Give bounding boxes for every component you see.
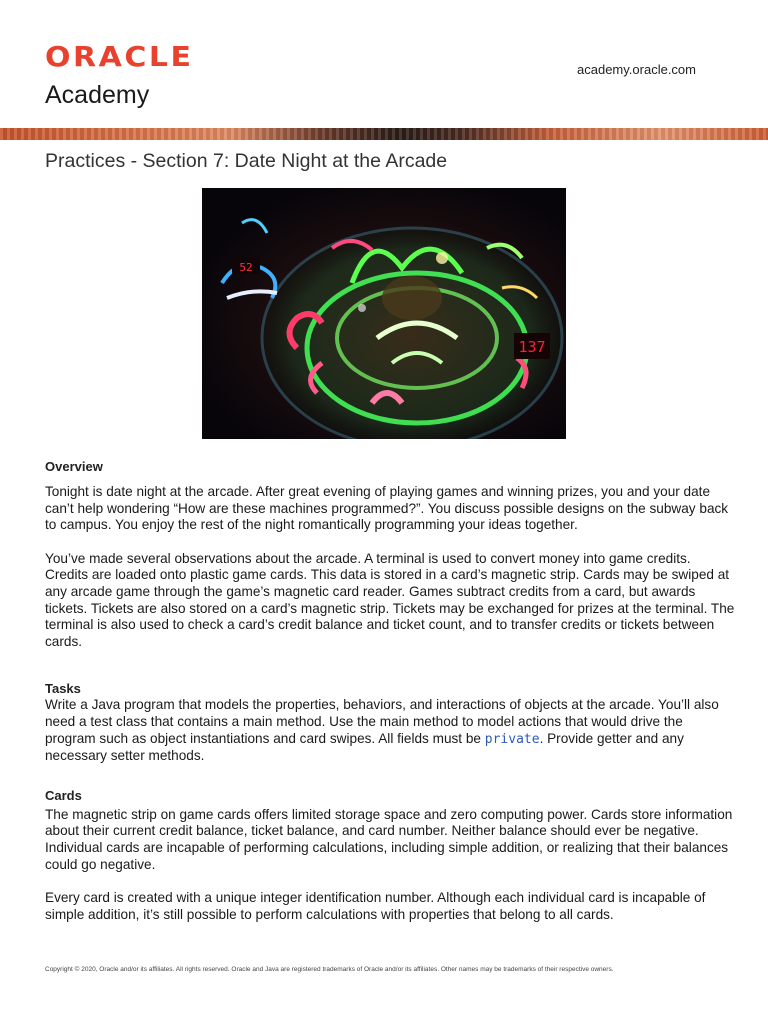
overview-section (45, 458, 735, 650)
overview-heading: Overview (45, 459, 103, 474)
tasks-text-start: Write a Java program that models the properties, behaviors, and interactions of objects at the arcade. You’ll also need a test class that contains a main method. Use the main method to model actions that would drive the program such as object instantiations and card swipes. All fields must be (45, 697, 719, 746)
site-url: academy.oracle.com (577, 62, 696, 77)
arcade-photo (202, 188, 566, 439)
page-title: Practices - Section 7: Date Night at the Arcade (45, 150, 448, 172)
cards-section (45, 787, 735, 924)
arcade-display-left: 52 (239, 261, 253, 274)
overview-paragraph-1: Tonight is date night at the arcade. After great evening of playing games and winning prizes, you and your date can’t help wondering “How are these machines programmed?”. You discuss possible designs on the subway back to campus. You enjoy the rest of the night romantically programming your ideas together. (45, 484, 729, 533)
oracle-academy-logo (45, 41, 194, 109)
tasks-paragraph (45, 697, 735, 764)
overview-paragraph-2: You’ve made several observations about the arcade. A terminal is used to convert money into game credits. Credits are loaded onto plastic game cards. This data is stored in a card’s magnetic strip. Cards may be swiped at any arcade game through the game’s magnetic card reader. Games subtract credits from a card, but awards tickets. Tickets are also stored on a card’s magnetic strip. Tickets may be exchanged for prizes at the terminal. The terminal is also used to check a card’s credit balance and ticket count, and to transfer credits or tickets between cards. (45, 550, 735, 649)
arcade-display-right: 137 (518, 338, 546, 356)
tasks-text-end: . Provide getter and any necessary setter methods. (45, 730, 684, 764)
cards-heading: Cards (45, 787, 82, 803)
cards-paragraph-1: The magnetic strip on game cards offers limited storage space and zero computing power. Cards store information about their current credit balance, ticket balance, and card number. Neither balance should ever be negative. Individual cards are incapable of performing calculations, including simple addition, or realizing that their balances could go negative. (45, 806, 733, 872)
private-keyword: private (484, 731, 540, 747)
decorative-banner-strip (0, 128, 768, 140)
document-body (45, 458, 735, 923)
tasks-heading: Tasks (45, 681, 81, 697)
logo-brand: ORACLE (45, 41, 194, 74)
cards-paragraph-2: Every card is created with a unique integer identification number. Although each individual card is incapable of simple addition, it’s still possible to perform calculations with properties that belong to all cards. (45, 890, 706, 922)
tasks-section (45, 680, 735, 764)
logo-subtitle: Academy (45, 81, 150, 109)
copyright-footer: Copyright © 2020, Oracle and/or its affiliates. All rights reserved. Oracle and Java are registered trademarks of Oracle and/or its affiliates. Other names may be trademarks of their respective owners. (45, 966, 614, 973)
